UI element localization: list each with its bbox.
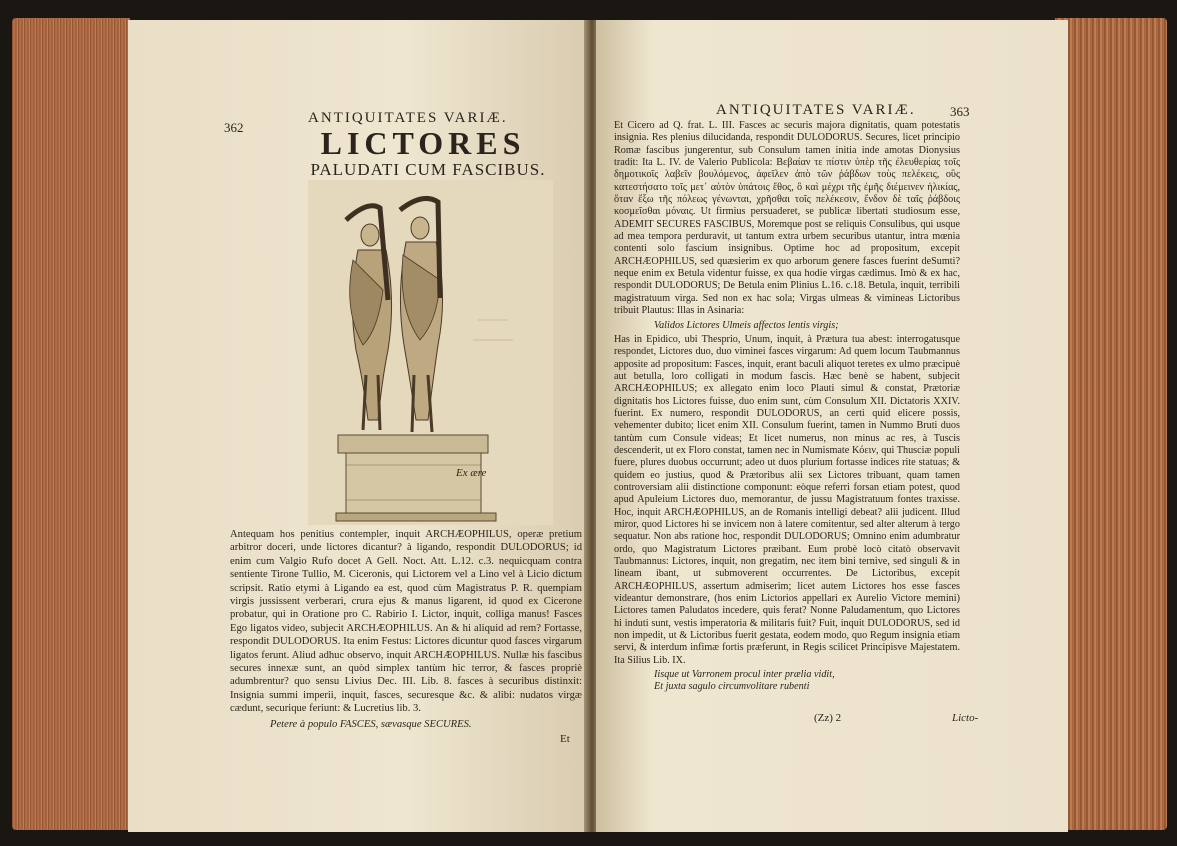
- left-paragraph: Antequam hos penitius contempler, inquit ARCHÆOPHILUS, operæ pretium arbitror doceri, unde lictores dicantur? à ligando, respondit DULODORUS; id enim cum Valgio Rufo docet A Gell. Noct. Att. L.12. c.3. nequicquam contra sentiente Tirone Tullio, M. Ciceronis, qui Lictorem vel a Lino vel à Licio dictum scripsit. Ratio etymi à Ligando ea est, quod cùm Magistratus P. R. quempiam virgis jussissent verberari, crura ejus & manus ligarent, id quod ex Cicerone probatur, qui in Oratione pro C. Rabirio I. Lictor, inquit, colliga manus! Fasces Ego ligatos video, subjecit ARCHÆOPHILUS. An & hi aliquid ad rem? Fortasse, respondit DULODORUS. Ita enim Festus: Lictores dicuntur quod fasces virgarum ligatos ferunt. Aliud adhuc observo, inquit ARCHÆOPHILUS. Nullæ his fascibus secures innexæ sunt, an quòd simplex tantùm hic terror, & fasces propriè adumbrentur? quo sensu Livius Dec. III. Lib. 8. fasces à securibus distinxit: Insignia summi imperii, inquit, fasces, securesque &c. & alibi: nudatos virgæ cædunt, securique feriunt: & Lucretius lib. 3.: [230, 529, 582, 715]
- page-number: 363: [950, 104, 970, 119]
- left-body-text: [230, 528, 582, 731]
- running-head: ANTIQUITATES VARIÆ.: [716, 102, 916, 118]
- engraving-lictores: [308, 180, 553, 525]
- left-verse: Petere à populo FASCES, sævasque SECURES.: [270, 718, 472, 730]
- page-number: 362: [224, 120, 244, 135]
- right-page: [596, 20, 1068, 832]
- plate-subtitle: PALUDATI CUM FASCIBUS.: [310, 160, 546, 179]
- plate-title: LICTORES: [320, 125, 526, 161]
- right-verse-2a: Iisque ut Varronem procul inter prælia vidit,: [654, 669, 835, 681]
- plate-signature: Ex ære: [456, 467, 487, 479]
- page-edges-right: [1055, 18, 1167, 830]
- right-paragraph-1: Et Cicero ad Q. frat. L. III. Fasces ac securis majora dignitatis, quam potestatis insignia. Res plenius dilucidanda, respondit DULODORUS. Secures, licet principio Romæ fascibus jungerentur, sub Consulum tamen initia inde amotas Dionysius tradit: Ita L. IV. de Valerio Publicola: Βεβαίαν τε πίστιν ὑπὲρ τῆς ἐλευθερίας τοῖς δημοτικοῖς λαβεῖν βουλόμενος, ἀφεῖλεν ἀπὸ τῶν ῥάβδων τοὺς πελέκεις, οὓς κατεστήσατο τοῖς μετ᾽ αὐτὸν ὑπάτοις ἔθος, ὃ καὶ μέχρι τῆς ἐμῆς διέμεινεν ἡλικίας, ὅταν ἔξω τῆς πόλεως γένωνται, χρῆσθαι τοῖς πελέκεσιν, ἔνδον δὲ ταῖς ῥάβδοις κοσμεῖσθαι μόναις. Ut firmius persuaderet, se publicæ libertati studiosum esse, ADEMIT SECURES FASCIBUS, Moremque post se reliquis Consulibus, qui usque ad mea tempora perduravit, ut tantum extra urbem securibus utantur, intra mœnia contenti solo fascium insignibus. Optime hoc ad propositum, excepit ARCHÆOPHILUS, sed quæsierim ex quo arborum genere fasces fuerint deSumti? neque enim ex Betula videntur fuisse, ex qua hodie virgas cædimus. Imò & ex hac, respondit DULODORUS; De Betula enim Plinius L.16. c.18. Betula, inquit, terribili magistratuum virga. Sed non ex hac sola; Virgas ulmeas & vimineas Lictoribus tribuit Plautus: Illas in Asinaria:: [614, 120, 960, 317]
- right-paragraph-2: Has in Epidico, ubi Thesprio, Unum, inquit, à Prætura tua abest: interrogatusque respondet, Lictores duo, duo viminei fasces virgarum: Ad quem locum Taubmannus apposite ad propositum: Fasces, inquit, erant baculi aliquot teretes ex ulmo præcipuè aut betulla, loro colligati in modum fascis. Hæc benè se habent, subjecit ARCHÆOPHILUS; ex allegato enim loco Plauti simul & constat, Prætoriæ dignitatis hos Lictores fuisse, duo enim sunt, cùm Consulum XII. Dictatoris XXIV. fuerint. Ex numero, respondit DULODORUS, an certi quid elicere possis, vehementer dubito; licet enim XII. Consulum fuerint, tamen in Nummo Bruti duos tantùm cum Consule videas; Et licet numerus, non minus ac res, à Tuscis descenderit, ut ex Floro constat, tamen nec in Numismate Kόειν, qui Thusciæ populi fuere, plures duobus occurrunt; adeo ut duos plurium fortasse indices rite statuas; & quidem eo justius, quod & Prætoribus alii sex Lictores tribuant, quam tamen controversiam alii distinctione componunt: eòque referri forsan etiam potest, quod apud Apuleium Lictores duo, memorantur, de jussu Magistratuum fontes traxisse. Hoc, inquit ARCHÆOPHILUS, an de Romanis intelligi debeat? alii judicent. Illud miror, quod Lictores hi se invicem non à latere comitentur, sed alter alterum à tergo sequatur. Non abs ratione hoc, respondit DULODORUS; Omnino enim adumbratur ordo, quo Magistratum Lictores præibant. Eum probè locò citatò observavit Taubmannus: Lictores, inquit, non gregatim, nec item bini ternive, sed singuli & in lineam ibant, ut submoverent occurrentes. De Lictoribus, excepit ARCHÆOPHILUS, assertum admiserim; licet autem Lictores hos esse fasces videantur demonstrare, (hos enim Lictorios appellari ex Aurelio Victore memini) Lictores tamen Paludatos incedere, quis ferat? Nonne Paludamentum, quo Lictores hi induti sunt, vestis imperatoria & militaris fuit? Fuit, inquit DULODORUS, sed id non impedit, ut & Lictoribus fuerit gestata, eodem modo, quo Regum insignia etiam servi, & interdum infimæ fortis præferunt, in Regis scilicet Principisve Majestatem. Ita Silius Lib. IX.: [614, 333, 960, 666]
- running-head: ANTIQUITATES VARIÆ.: [308, 110, 508, 126]
- signature-mark: (Zz) 2: [814, 712, 842, 724]
- right-verse-1: Validos Lictores Ulmeis affectos lentis virgis;: [654, 319, 839, 331]
- right-body-text: [614, 120, 960, 694]
- page-edges-left: [12, 18, 130, 830]
- left-catchword: Et: [560, 733, 570, 745]
- left-page: [128, 20, 588, 832]
- right-verse-2b: Et juxta sagulo circumvolitare rubenti: [654, 681, 810, 693]
- right-catchword: Licto-: [952, 712, 979, 724]
